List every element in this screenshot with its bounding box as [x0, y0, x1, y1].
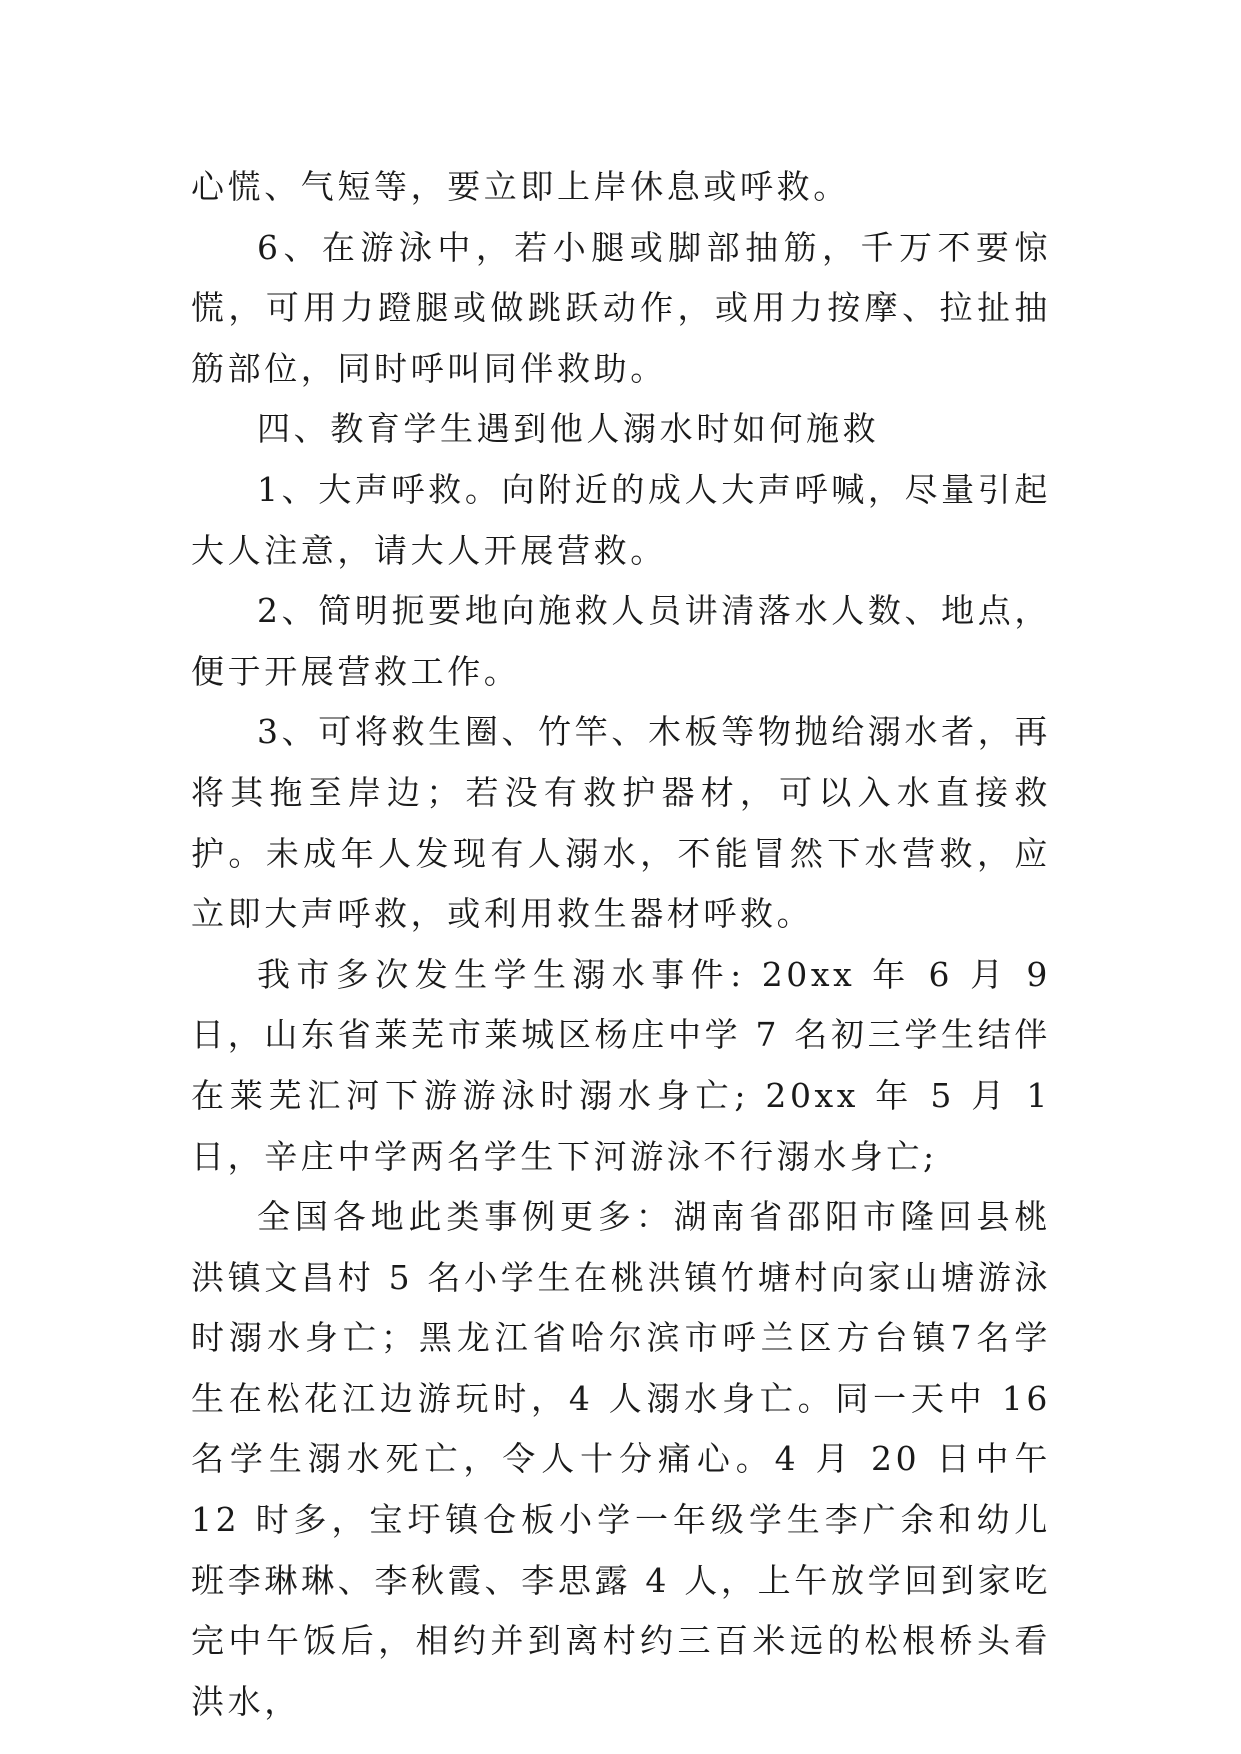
paragraph-4: 1、大声呼救。向附近的成人大声呼喊，尽量引起大人注意，请大人开展营救。 — [191, 469, 1051, 570]
paragraph-5: 2、简明扼要地向施救人员讲清落水人数、地点，便于开展营救工作。 — [191, 591, 1051, 691]
paragraph-2: 6、在游泳中，若小腿或脚部抽筋，千万不要惊慌，可用力蹬腿或做跳跃动作，或用力按摩、拉扯抽筋部位，同时呼叫同伴救助。 — [191, 227, 1051, 388]
paragraph-8: 全国各地此类事例更多：湖南省邵阳市隆回县桃洪镇文昌村 5 名小学生在桃洪镇竹塘村向家山塘游泳时溺水身亡；黑龙江省哈尔滨市呼兰区方台镇7名学生在松花江边游玩时，4 人溺水身亡。同一天中 16 名学生溺水死亡，令人十分痛心。4 月 20 日中午 12 时多，宝圩镇仓板小学一年级学生李广余和幼儿班李琳琳、李秋霞、李思露 4 人，上午放学回到家吃完中午饭后，相约并到离村约三百米远的松根桥头看洪水， — [191, 1197, 1051, 1721]
document-body — [191, 157, 1051, 1732]
paragraph-1: 心慌、气短等，要立即上岸休息或呼救。 — [191, 167, 850, 206]
section-heading-4: 四、教育学生遇到他人溺水时如何施救 — [257, 409, 880, 449]
paragraph-7: 我市多次发生学生溺水事件: 20xx 年 6 月 9 日，山东省莱芜市莱城区杨庄中学 7 名初三学生结伴在莱芜汇河下游游泳时溺水身亡; 20xx 年 5 月 1 日，辛庄中学两名学生下河游泳不行溺水身亡; — [191, 954, 1051, 1176]
paragraph-6: 3、可将救生圈、竹竿、木板等物抛给溺水者，再将其拖至岸边；若没有救护器材，可以入水直接救护。未成年人发现有人溺水，不能冒然下水营救，应立即大声呼救，或利用救生器材呼救。 — [191, 712, 1051, 934]
